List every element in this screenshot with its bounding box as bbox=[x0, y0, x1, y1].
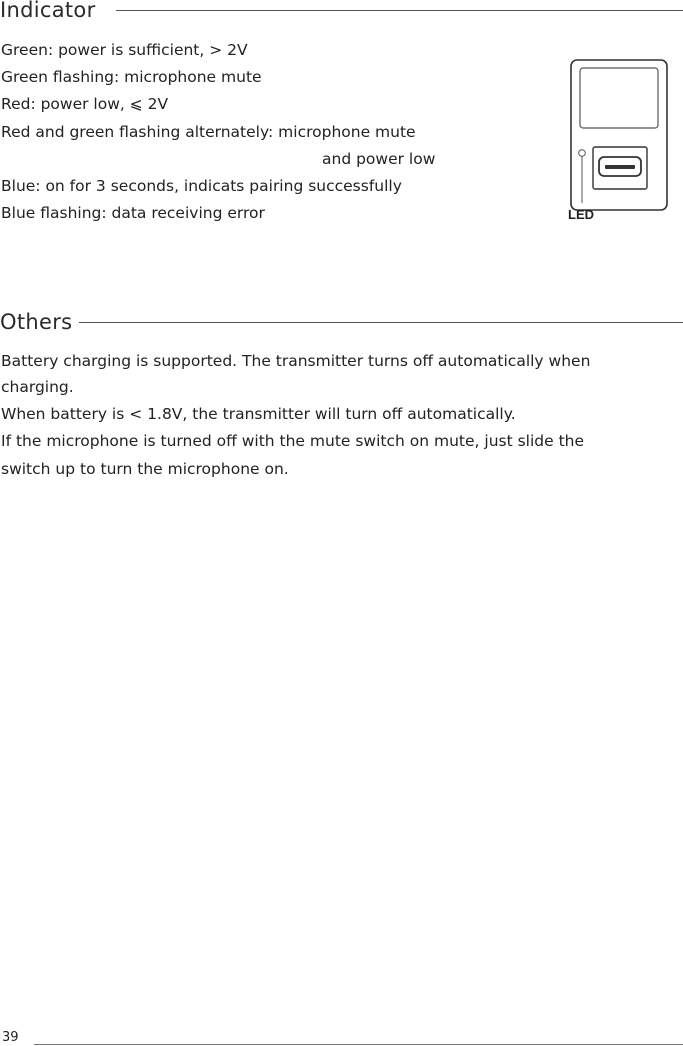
others-line-4: If the microphone is turned off with the mute switch on mute, just slide the bbox=[1, 432, 585, 450]
indicator-line-green: Green: power is sufficient, > 2V bbox=[1, 41, 248, 59]
indicator-line-green-flashing: Green flashing: microphone mute bbox=[1, 68, 262, 86]
others-heading-rule bbox=[79, 322, 683, 323]
footer-rule bbox=[34, 1044, 683, 1045]
transmitter-illustration bbox=[565, 55, 675, 230]
others-line-5: switch up to turn the microphone on. bbox=[1, 460, 289, 478]
indicator-heading: Indicator bbox=[0, 0, 96, 22]
indicator-line-blue: Blue: on for 3 seconds, indicats pairing successfully bbox=[1, 177, 402, 195]
indicator-line-red: Red: power low, ⩽ 2V bbox=[1, 95, 169, 113]
others-line-2: charging. bbox=[1, 378, 74, 396]
others-line-1: Battery charging is supported. The transmitter turns off automatically when bbox=[1, 352, 591, 370]
indicator-line-red-green-flashing-cont: and power low bbox=[322, 150, 436, 168]
indicator-line-red-green-flashing: Red and green flashing alternately: microphone mute bbox=[1, 123, 416, 141]
others-line-3: When battery is < 1.8V, the transmitter will turn off automatically. bbox=[1, 405, 516, 423]
others-heading: Others bbox=[0, 310, 73, 334]
indicator-heading-rule bbox=[116, 10, 683, 11]
indicator-line-blue-flashing: Blue flashing: data receiving error bbox=[1, 204, 265, 222]
led-indicator-icon bbox=[579, 150, 586, 157]
page-number: 39 bbox=[2, 1030, 19, 1045]
led-label: LED bbox=[568, 207, 594, 222]
